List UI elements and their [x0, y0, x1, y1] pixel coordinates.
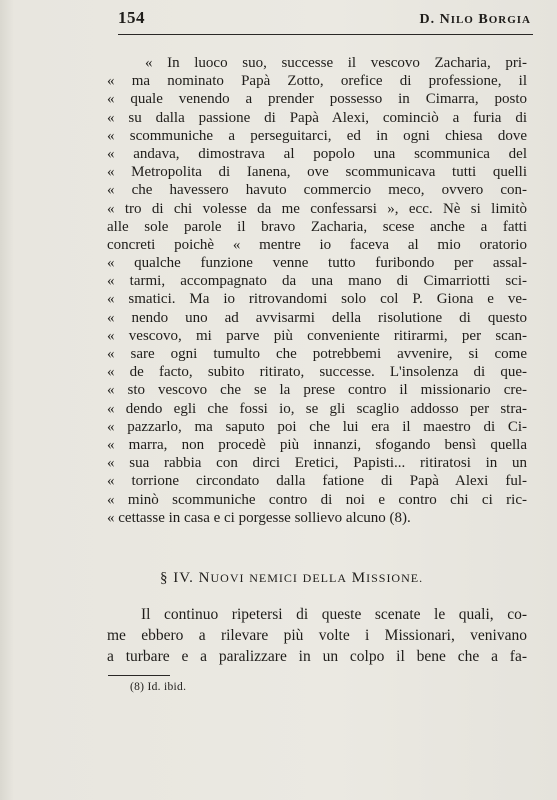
section-number: § IV. [160, 570, 194, 586]
text-line: « vescovo, mi parve più conveniente ritirarmi, per scan- [107, 327, 527, 344]
text-line: « qualche funzione venne tutto furibondo per assal- [107, 255, 527, 272]
section-title-word: NUOVI [198, 570, 245, 586]
text-line: « scommuniche a perseguitarci, ed in ogni chiesa dove [107, 127, 527, 144]
text-line: a turbare e a paralizzare in un colpo il bene che a fa- [107, 648, 527, 665]
paragraph-1 [107, 54, 527, 527]
text-line: « ma nominato Papà Zotto, orefice di professione, il [107, 73, 527, 90]
footnote: (8) Id. ibid. [130, 681, 187, 693]
text-line: « sua rabbia con dirci Eretici, Papisti... ritiratosi in un [107, 455, 527, 472]
running-head-rest: ILO [450, 14, 474, 26]
text-line: « pazzarlo, ma saputo poi che lui era il maestro di Ci- [107, 418, 527, 435]
text-line: « tarmi, accompagnato da una mano di Cimarriotti sci- [107, 273, 527, 290]
text-line: « su dalla passione di Papà Alexi, cominciò a furia di [107, 109, 527, 126]
text-line: « torrione circondato dalla fatione di Papà Alexi ful- [107, 473, 527, 490]
paragraph-2 [107, 604, 527, 667]
text-line: me ebbero a rilevare più volte i Missionari, venivano [107, 627, 527, 644]
running-head-initial: D. N [419, 12, 451, 27]
text-line: « In luoco suo, successe il vescovo Zacharia, pri- [145, 55, 527, 71]
text-line: « cettasse in casa e ci porgesse sollievo alcuno (8). [107, 509, 411, 526]
text-line: « quale venendo a prender possesso in Cimarra, posto [107, 91, 527, 108]
text-line: concreti poichè « mentre io faceva al mio oratorio [107, 236, 527, 253]
page-number: 154 [118, 8, 145, 27]
text-line: « che havessero havuto commercio meco, ovvero con- [107, 182, 527, 199]
section-heading [160, 570, 540, 587]
section-title-word: MISSIONE. [351, 570, 424, 586]
text-line: « tro di chi volesse da me confessarsi », ecc. Nè si limitò [107, 200, 527, 217]
text-line: « minò scommuniche contro di noi e contro chi ci ric- [107, 491, 527, 508]
text-line: Il continuo ripetersi di queste scenate le quali, co- [141, 606, 527, 623]
page-header [118, 6, 533, 35]
text-line: « de facto, subito ritirato, successe. L'insolenza di que- [107, 364, 527, 381]
running-head [419, 12, 531, 28]
text-line: « sto vescovo che se la prese contro il missionario cre- [107, 382, 527, 399]
text-line: « dendo egli che fossi io, se gli scaglio addosso per stra- [107, 400, 527, 417]
section-title-word: DELLA [302, 571, 347, 585]
text-line: « smatici. Ma io ritrovandomi solo col P. Giona e ve- [107, 291, 527, 308]
section-title-word: NEMICI [249, 571, 298, 585]
running-head-surname-rest: ORGIA [488, 14, 531, 26]
text-line: « marra, non procedè più innanzi, sfogando bensì quella [107, 436, 527, 453]
text-line: « nendo uno ad avvisarmi della risolutione di questo [107, 309, 527, 326]
text-line: alle sole parole il bravo Zacharia, scese anche a fatti [107, 218, 527, 235]
running-head-surname-initial: B [478, 12, 489, 27]
footnote-divider [108, 675, 170, 676]
text-line: « sare ogni tumulto che potrebbemi avvenire, si come [107, 346, 527, 362]
text-line: « andava, dimostrava al popolo una scommunica del [107, 145, 527, 162]
text-line: « Metropolita di Ianena, ove scommunicava tutti quelli [107, 164, 527, 181]
